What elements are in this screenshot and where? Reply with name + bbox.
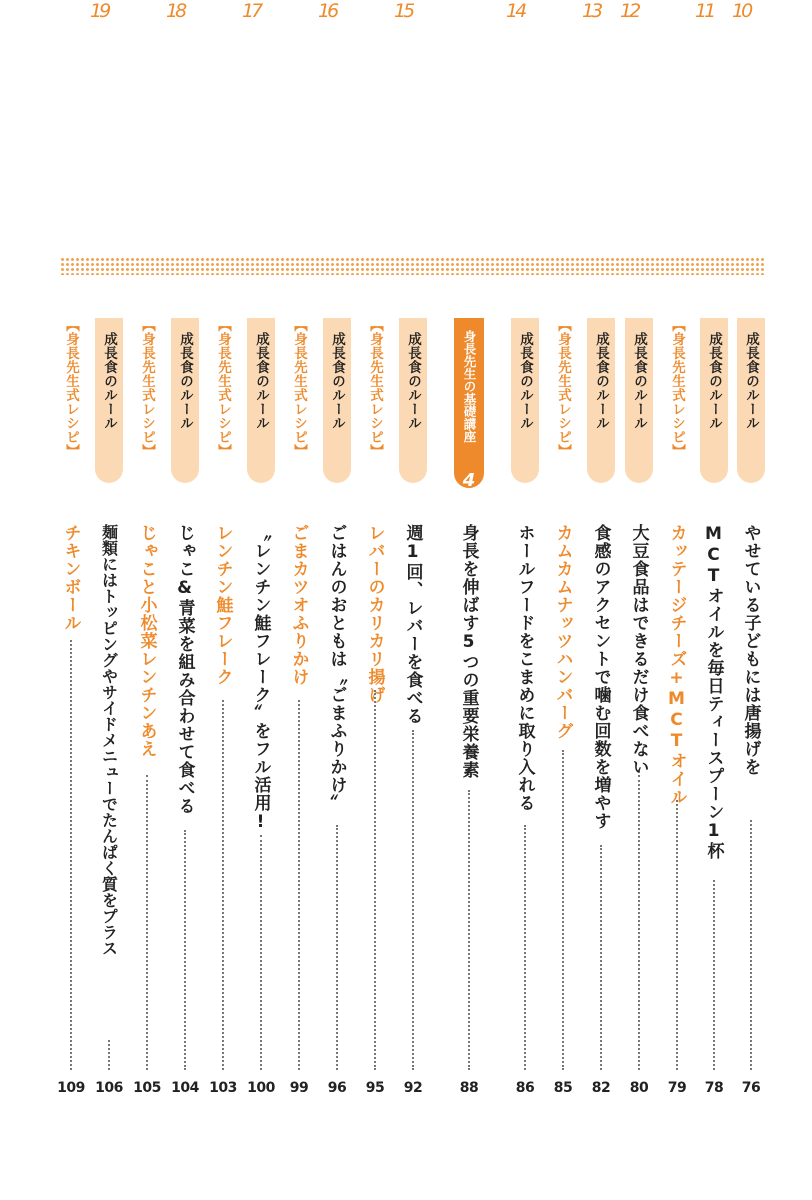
dot-leader — [70, 640, 72, 1070]
page-number: 92 — [403, 1080, 423, 1096]
entry-title: 週1回、レバーを食べる — [402, 524, 423, 725]
page-number: 109 — [57, 1080, 85, 1096]
page-number: 106 — [95, 1080, 123, 1096]
rule-label: 成長食のルール — [517, 332, 533, 430]
toc-entry-recipe[interactable] — [128, 0, 166, 1200]
toc-entry-rule-15[interactable] — [394, 0, 432, 1200]
dot-leader — [750, 820, 752, 1070]
page-number: 105 — [133, 1080, 161, 1096]
page-number: 88 — [459, 1080, 479, 1096]
dot-leader — [222, 700, 224, 1070]
page-number: 78 — [704, 1080, 724, 1096]
toc-entry-recipe[interactable] — [280, 0, 318, 1200]
entry-title: じゃこと小松菜レンチンあえ — [136, 524, 157, 758]
toc-entry-recipe[interactable] — [544, 0, 582, 1200]
dot-leader — [298, 700, 300, 1070]
page-number: 96 — [327, 1080, 347, 1096]
toc-entry-recipe[interactable] — [204, 0, 242, 1200]
lecture-label: 身長先生の基礎講座 — [462, 330, 477, 443]
dot-leader — [108, 1040, 110, 1070]
dot-leader — [600, 845, 602, 1070]
entry-title: カムカムナッツハンバーグ — [552, 524, 573, 740]
entry-title: 麺類にはトッピングやサイドメニューでたんぱく質をプラス — [99, 524, 119, 956]
rule-number: 17 — [242, 0, 261, 22]
entry-title: 身長を伸ばす5つの重要栄養素 — [458, 524, 479, 779]
toc-entry-rule-10[interactable] — [732, 0, 770, 1200]
entry-title: やせている子どもには唐揚げを — [740, 524, 761, 776]
recipe-label: 【身長先生式レシピ】 — [367, 318, 383, 458]
rule-number: 14 — [506, 0, 525, 22]
recipe-label: 【身長先生式レシピ】 — [291, 318, 307, 458]
rule-label: 成長食のルール — [177, 332, 193, 430]
toc-entry-rule-13[interactable] — [582, 0, 620, 1200]
rule-label: 成長食のルール — [101, 332, 117, 430]
dot-leader — [713, 880, 715, 1070]
dot-leader — [336, 825, 338, 1070]
rule-number: 11 — [695, 0, 714, 22]
toc-entry-recipe[interactable] — [658, 0, 696, 1200]
rule-label: 成長食のルール — [329, 332, 345, 430]
recipe-label: 【身長先生式レシピ】 — [139, 318, 155, 458]
dot-leader — [412, 730, 414, 1070]
dot-leader — [524, 825, 526, 1070]
dot-leader — [638, 775, 640, 1070]
rule-label: 成長食のルール — [253, 332, 269, 430]
page-number: 82 — [591, 1080, 611, 1096]
toc-entry-rule-11[interactable] — [695, 0, 733, 1200]
page-number: 95 — [365, 1080, 385, 1096]
rule-number: 18 — [166, 0, 185, 22]
page-number: 86 — [515, 1080, 535, 1096]
rule-label: 成長食のルール — [743, 332, 759, 430]
entry-title: ごはんのおともは〝ごまふりかけ〟 — [326, 524, 347, 812]
toc-entry-rule-17[interactable] — [242, 0, 280, 1200]
rule-number: 16 — [318, 0, 337, 22]
toc-entry-recipe[interactable] — [52, 0, 90, 1200]
page-number: 85 — [553, 1080, 573, 1096]
page-number: 99 — [289, 1080, 309, 1096]
entry-title: レバーのカリカリ揚げ — [364, 524, 385, 704]
rule-label: 成長食のルール — [706, 332, 722, 430]
page-number: 103 — [209, 1080, 237, 1096]
entry-title: MCTオイルを毎日ティースプーン1杯 — [703, 524, 724, 860]
page-number: 79 — [667, 1080, 687, 1096]
dot-leader — [184, 830, 186, 1070]
entry-title: 大豆食品はできるだけ食べない — [628, 524, 649, 776]
entry-title: チキンボール — [60, 524, 81, 632]
toc-entry-rule-19[interactable] — [90, 0, 128, 1200]
toc-entry-rule-12[interactable] — [620, 0, 658, 1200]
page-number: 80 — [629, 1080, 649, 1096]
toc-entry-basic-lecture-4[interactable] — [450, 0, 488, 1200]
entry-title: 〝レンチン鮭フレーク〟をフル活用! — [250, 524, 271, 833]
rule-number: 12 — [620, 0, 639, 22]
rule-label: 成長食のルール — [593, 332, 609, 430]
recipe-label: 【身長先生式レシピ】 — [63, 318, 79, 458]
toc-entry-rule-16[interactable] — [318, 0, 356, 1200]
rule-number: 13 — [582, 0, 601, 22]
entry-title: じゃこ&青菜を組み合わせて食べる — [174, 524, 195, 815]
page-number: 104 — [171, 1080, 199, 1096]
dot-leader — [374, 690, 376, 1070]
recipe-label: 【身長先生式レシピ】 — [215, 318, 231, 458]
dot-leader — [562, 750, 564, 1070]
page-number: 100 — [247, 1080, 275, 1096]
entry-title: レンチン鮭フレーク — [212, 524, 233, 686]
recipe-label: 【身長先生式レシピ】 — [669, 318, 685, 458]
recipe-label: 【身長先生式レシピ】 — [555, 318, 571, 458]
dot-leader — [468, 790, 470, 1070]
toc-entry-rule-18[interactable] — [166, 0, 204, 1200]
dot-leader — [260, 835, 262, 1070]
entry-title: ホールフードをこまめに取り入れる — [514, 524, 535, 812]
rule-number: 19 — [90, 0, 109, 22]
rule-number: 15 — [394, 0, 413, 22]
toc-entry-recipe[interactable] — [356, 0, 394, 1200]
rule-number: 10 — [732, 0, 751, 22]
lecture-number: 4 — [462, 470, 476, 491]
rule-label: 成長食のルール — [631, 332, 647, 430]
entry-title: ごまカツオふりかけ — [288, 524, 309, 686]
dot-leader — [676, 800, 678, 1070]
toc-entry-rule-14[interactable] — [506, 0, 544, 1200]
entry-title: 食感のアクセントで噛む回数を増やす — [590, 524, 611, 830]
entry-title: カッテージチーズ+MCTオイル — [666, 524, 687, 806]
rule-label: 成長食のルール — [405, 332, 421, 430]
page-number: 76 — [741, 1080, 761, 1096]
dot-leader — [146, 775, 148, 1070]
